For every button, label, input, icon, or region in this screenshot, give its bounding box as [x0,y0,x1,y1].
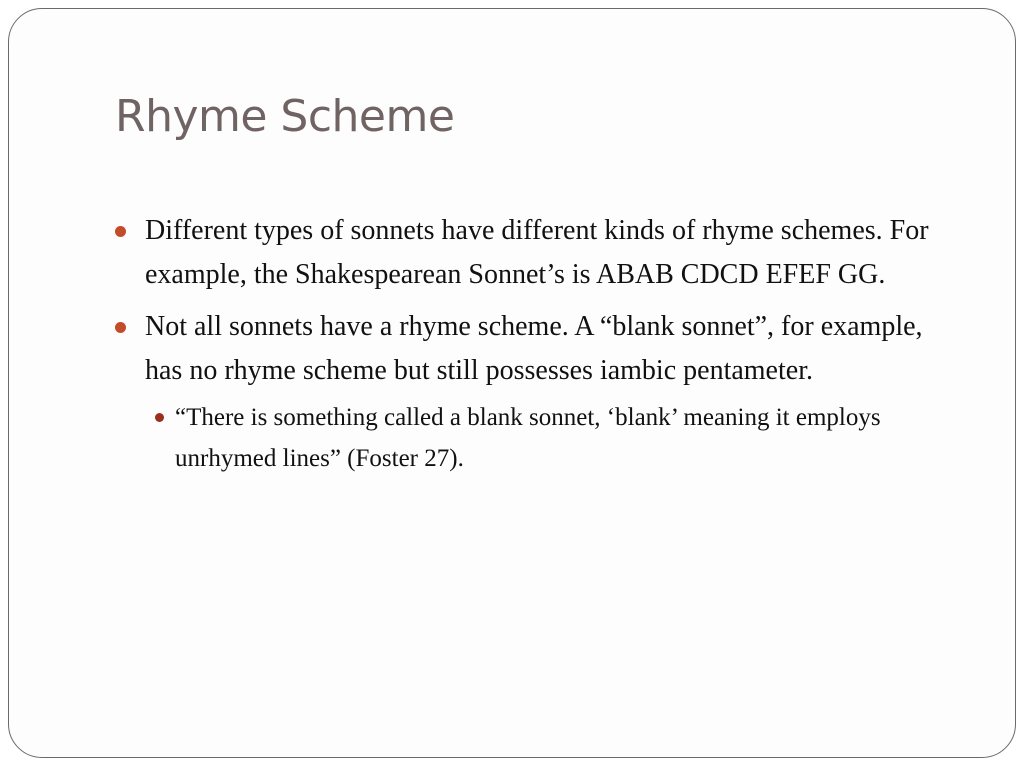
sub-bullet-dot-icon [155,413,164,422]
sub-bullet-text: “There is something called a blank sonnet, ‘blank’ meaning it employs unrhymed lines” (Foster 27). [175,404,881,472]
bullet-item-blank-sonnet [115,305,935,479]
bullet-text: Not all sonnets have a rhyme scheme. A “blank sonnet”, for example, has no rhyme scheme but still possesses iambic pentameter. [145,311,923,386]
bullet-item-rhyme-types [115,209,935,297]
bullet-list [115,209,935,487]
sub-bullet-list [145,397,935,479]
sub-bullet-item-foster-quote [145,397,935,479]
slide-title: Rhyme Scheme [115,91,455,142]
slide-frame [8,8,1016,758]
bullet-text: Different types of sonnets have different kinds of rhyme schemes. For example, the Shakespearean Sonnet’s is ABAB CDCD EFEF GG. [145,215,929,290]
bullet-dot-icon [115,226,126,237]
bullet-dot-icon [115,322,126,333]
